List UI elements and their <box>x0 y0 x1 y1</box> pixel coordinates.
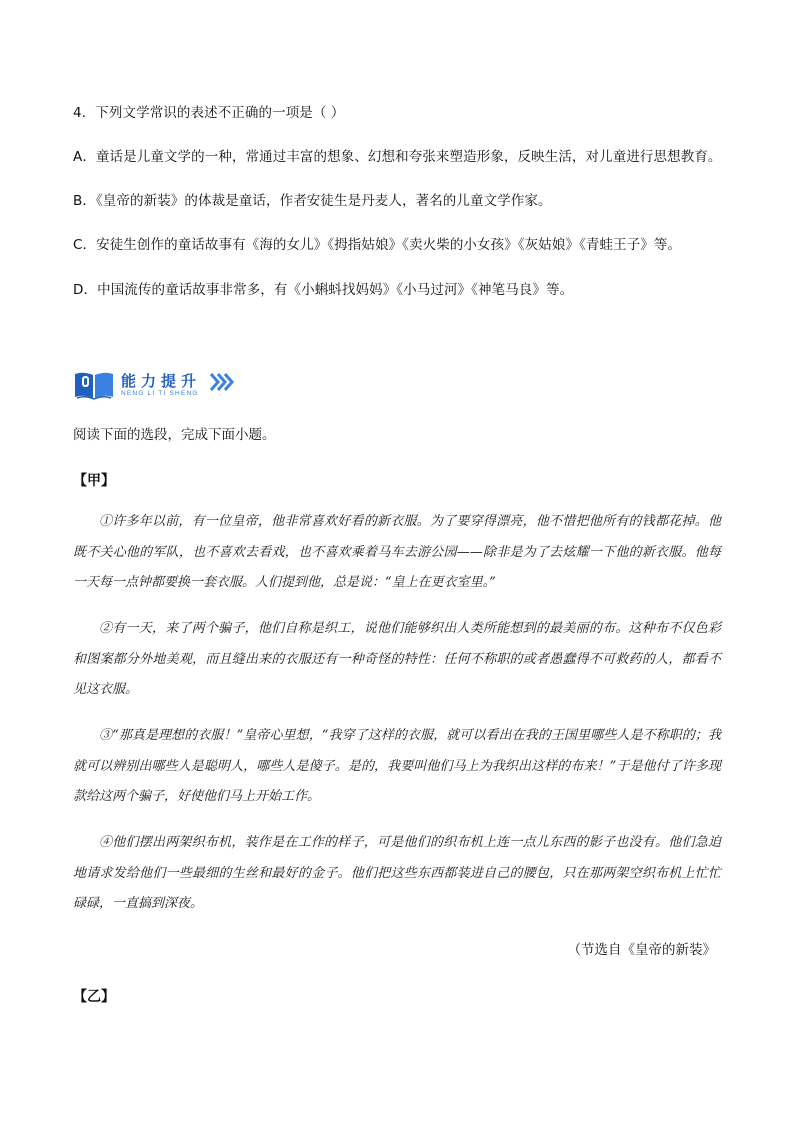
passage-paragraph-4: ④他们摆出两架织布机，装作是在工作的样子，可是他们的织布机上连一点儿东西的影子也没有。他们急迫地请求发给他们一些最细的生丝和最好的金子。他们把这些东西都装进自己的腰包，只在那两架空织布机上忙忙碌碌，一直搞到深夜。 <box>73 835 721 911</box>
section-jia-label: 【甲】 <box>73 473 115 489</box>
chevron-right-icon <box>209 372 235 396</box>
reading-instruction: 阅读下面的选段，完成下面小题。 <box>73 427 276 443</box>
option-c: C．安徒生创作的童话故事有《海的女儿》《拇指姑娘》《卖火柴的小女孩》《灰姑娘》《青蛙王子》等。 <box>73 237 682 253</box>
question-4-stem: 4．下列文学常识的表述不正确的一项是（ ） <box>73 105 345 121</box>
option-a: A．童话是儿童文学的一种，常通过丰富的想象、幻想和夸张来塑造形象，反映生活，对儿童进行思想教育。 <box>73 149 722 165</box>
passage-paragraph-2: ②有一天，来了两个骗子，他们自称是织工，说他们能够织出人类所能想到的最美丽的布。这种布不仅色彩和图案都分外地美观，而且缝出来的衣服还有一种奇怪的特性：任何不称职的或者愚蠢得不可救药的人，都看不见这衣服。 <box>73 621 721 697</box>
section-yi-label: 【乙】 <box>73 989 115 1005</box>
passage-paragraph-1: ①许多年以前，有一位皇帝，他非常喜欢好看的新衣服。为了要穿得漂亮，他不惜把他所有的钱都花掉。他既不关心他的军队，也不喜欢去看戏，也不喜欢乘着马车去游公园——除非是为了去炫耀一下他的新衣服。他每一天每一点钟都要换一套衣服。人们提到他，总是说：“皇上在更衣室里。” <box>73 514 721 590</box>
banner-pinyin: NENG LI TI SHENG <box>121 390 199 397</box>
option-b: B．《皇帝的新装》的体裁是童话，作者安徒生是丹麦人，著名的儿童文学作家。 <box>73 193 552 209</box>
passage-source: （节选自《皇帝的新装》 <box>567 942 716 958</box>
passage-paragraph-3: ③“那真是理想的衣服！”皇帝心里想，“我穿了这样的衣服，就可以看出在我的王国里哪些人是不称职的；我就可以辨别出哪些人是聪明人，哪些人是傻子。是的，我要叫他们马上为我织出这样的布来！”于是他付了许多现款给这两个骗子，好使他们马上开始工作。 <box>73 728 721 804</box>
book-icon <box>73 370 115 404</box>
option-d: D．中国流传的童话故事非常多，有《小蝌蚪找妈妈》《小马过河》《神笔马良》等。 <box>73 282 574 298</box>
section-banner <box>73 368 253 402</box>
banner-title: 能力提升 <box>121 372 202 390</box>
